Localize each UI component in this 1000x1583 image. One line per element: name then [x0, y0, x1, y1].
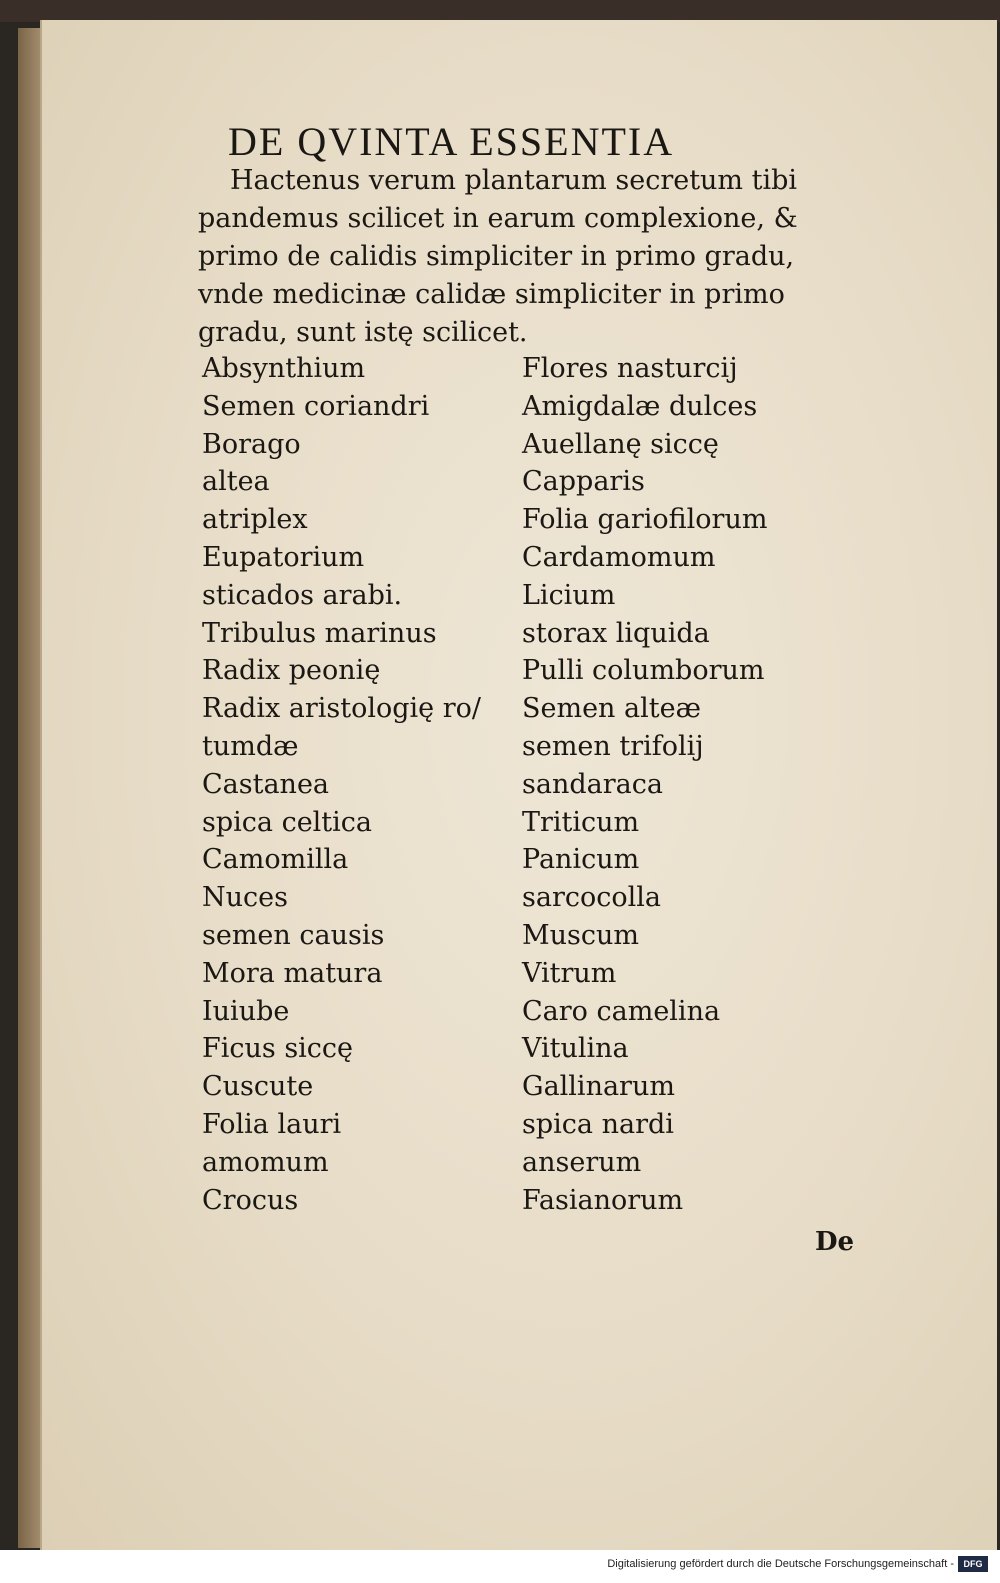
list-item: sticados arabi. — [202, 579, 403, 611]
list-item: storax liquida — [522, 617, 710, 649]
list-item: Amigdalæ dulces — [522, 390, 758, 422]
list-item: Flores nasturcij — [522, 353, 738, 384]
list-item: Licium — [522, 579, 616, 611]
list-item: Fasianorum — [522, 1184, 684, 1216]
list-item: Capparis — [522, 466, 645, 498]
list-item: tumdæ — [202, 730, 299, 762]
page-heading: DE QVINTA ESSENTIA — [228, 119, 675, 164]
list-item: Folia lauri — [202, 1108, 342, 1140]
list-item: Vitulina — [522, 1033, 629, 1065]
list-item: atriplex — [202, 504, 308, 536]
list-item: Triticum — [522, 806, 640, 838]
list-item: Gallinarum — [522, 1071, 675, 1103]
list-item: spica celtica — [202, 806, 373, 838]
list-item: amomum — [202, 1146, 329, 1178]
list-item: Pulli columborum — [522, 655, 765, 687]
list-item: Panicum — [522, 844, 640, 876]
paragraph-line: gradu, sunt istę scilicet. — [198, 317, 528, 348]
list-item: sandaraca — [522, 768, 663, 800]
left-ingredient-list — [202, 350, 512, 1219]
list-item: Vitrum — [522, 957, 617, 989]
list-item: Cuscute — [202, 1071, 314, 1103]
list-item: Nuces — [202, 882, 288, 914]
list-item: anserum — [522, 1146, 642, 1178]
list-item: Semen alteæ — [522, 693, 701, 725]
list-item: Semen coriandri — [202, 390, 430, 422]
funding-notice: Digitalisierung gefördert durch die Deutsche Forschungsgemeinschaft - — [607, 1558, 954, 1570]
catchword: De — [815, 1227, 855, 1257]
list-item: spica nardi — [522, 1108, 674, 1140]
list-item: Radix aristologię ro/ — [202, 693, 482, 725]
paragraph-line: vnde medicinæ calidæ simpliciter in primo — [198, 279, 785, 310]
list-item: Cardamomum — [522, 541, 716, 573]
dfg-logo-icon: DFG — [958, 1556, 988, 1572]
list-item: Camomilla — [202, 844, 349, 876]
paragraph-line: Hactenus verum plantarum secretum tibi — [230, 165, 798, 196]
list-item: Folia gariofilorum — [522, 504, 768, 536]
list-item: altea — [202, 466, 270, 498]
list-item: semen causis — [202, 919, 385, 951]
intro-paragraph — [198, 162, 858, 352]
list-item: Radix peonię — [202, 655, 381, 687]
list-item: Tribulus marinus — [202, 617, 437, 649]
list-item: Mora matura — [202, 957, 383, 989]
list-item: Muscum — [522, 919, 640, 951]
list-item: Crocus — [202, 1184, 299, 1216]
paragraph-line: pandemus scilicet in earum complexione, & — [198, 203, 798, 234]
right-ingredient-list — [522, 350, 822, 1219]
scan-background — [0, 0, 1000, 22]
list-item: Absynthium — [202, 353, 366, 384]
list-item: Iuiube — [202, 995, 290, 1027]
list-item: Castanea — [202, 768, 330, 800]
list-item: semen trifolij — [522, 730, 704, 762]
list-item: Borago — [202, 428, 301, 460]
list-item: Ficus siccę — [202, 1033, 354, 1065]
list-item: sarcocolla — [522, 882, 661, 914]
paragraph-line: primo de calidis simpliciter in primo gradu, — [198, 241, 795, 272]
list-item: Eupatorium — [202, 541, 365, 573]
list-item: Caro camelina — [522, 995, 721, 1027]
list-item: Auellanę siccę — [522, 428, 719, 460]
